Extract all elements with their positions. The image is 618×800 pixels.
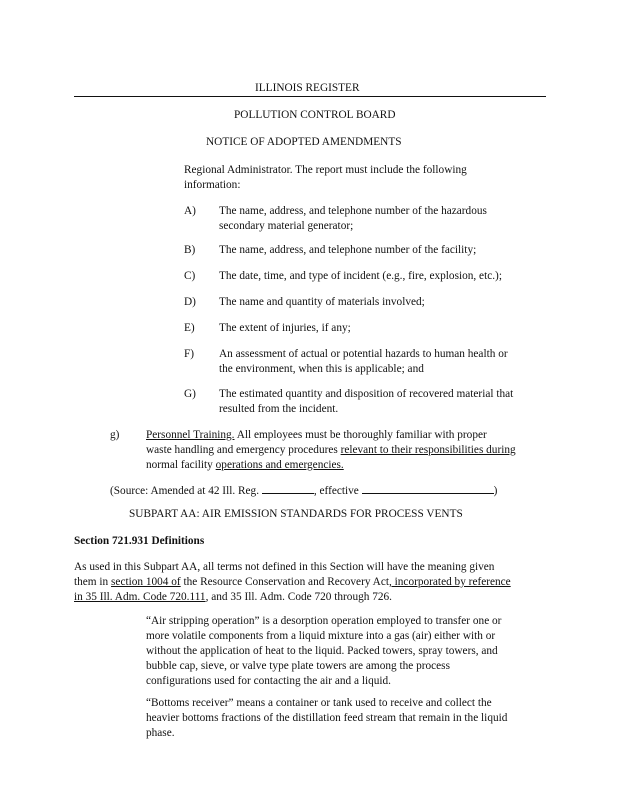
register-title: ILLINOIS REGISTER — [255, 82, 360, 94]
item-label: D) — [184, 296, 196, 308]
item-text: The name, address, and telephone number of the hazardous — [219, 205, 487, 217]
header-rule — [74, 96, 546, 97]
definition-line: heavier bottoms fractions of the distillation feed stream that remain in the liquid — [146, 712, 508, 724]
reg-blank — [262, 483, 314, 494]
item-text: The estimated quantity and disposition of recovered material that — [219, 388, 514, 400]
training-title: Personnel Training. — [146, 429, 235, 441]
intro-line-1: Regional Administrator. The report must include the following — [184, 164, 467, 176]
intro-line-2: information: — [184, 179, 241, 191]
definition-line: bubble cap, sieve, or valve type plate towers are among the process — [146, 660, 450, 672]
training-line-1: Personnel Training. All employees must be thoroughly familiar with proper — [146, 429, 487, 441]
item-label: B) — [184, 244, 196, 256]
definition-line: configurations used for contacting the air and a liquid. — [146, 675, 392, 687]
item-label: C) — [184, 270, 196, 282]
definition-line: without the application of heat to the liquid. Packed towers, spray towers, and — [146, 645, 498, 657]
training-line-2: waste handling and emergency procedures relevant to their responsibilities during — [146, 444, 516, 456]
item-label: A) — [184, 205, 196, 217]
definition-line: phase. — [146, 727, 175, 739]
item-label: F) — [184, 348, 195, 360]
subpart-title: SUBPART AA: AIR EMISSION STANDARDS FOR PROCESS VENTS — [129, 508, 463, 520]
item-label: E) — [184, 322, 195, 334]
definitions-intro-1: As used in this Subpart AA, all terms not defined in this Section will have the meaning given — [74, 561, 495, 573]
training-line-3: normal facility operations and emergencies. — [146, 459, 344, 471]
training-label: g) — [110, 429, 120, 441]
definitions-intro-3: in 35 Ill. Adm. Code 720.111, and 35 Ill. Adm. Code 720 through 726. — [74, 591, 392, 603]
item-text: secondary material generator; — [219, 220, 354, 232]
definitions-intro-2: them in section 1004 of the Resource Conservation and Recovery Act, incorporated by reference — [74, 576, 511, 588]
source-note: (Source: Amended at 42 Ill. Reg. , effective ) — [110, 485, 498, 497]
item-text: the environment, when this is applicable; and — [219, 363, 424, 375]
item-text: The date, time, and type of incident (e.g., fire, explosion, etc.); — [219, 270, 502, 282]
definition-line: “Air stripping operation” is a desorption operation employed to transfer one or — [146, 615, 502, 627]
item-text: The name and quantity of materials involved; — [219, 296, 425, 308]
item-text: The name, address, and telephone number of the facility; — [219, 244, 477, 256]
definition-line: more volatile components from a liquid mixture into a gas (air) either with or — [146, 630, 496, 642]
item-text: The extent of injuries, if any; — [219, 322, 351, 334]
item-text: An assessment of actual or potential hazards to human health or — [219, 348, 508, 360]
item-label: G) — [184, 388, 196, 400]
definition-line: “Bottoms receiver” means a container or tank used to receive and collect the — [146, 697, 492, 709]
effective-blank — [362, 483, 494, 494]
section-heading: Section 721.931 Definitions — [74, 535, 205, 547]
board-title: POLLUTION CONTROL BOARD — [234, 109, 396, 121]
notice-title: NOTICE OF ADOPTED AMENDMENTS — [206, 136, 402, 148]
item-text: resulted from the incident. — [219, 403, 339, 415]
